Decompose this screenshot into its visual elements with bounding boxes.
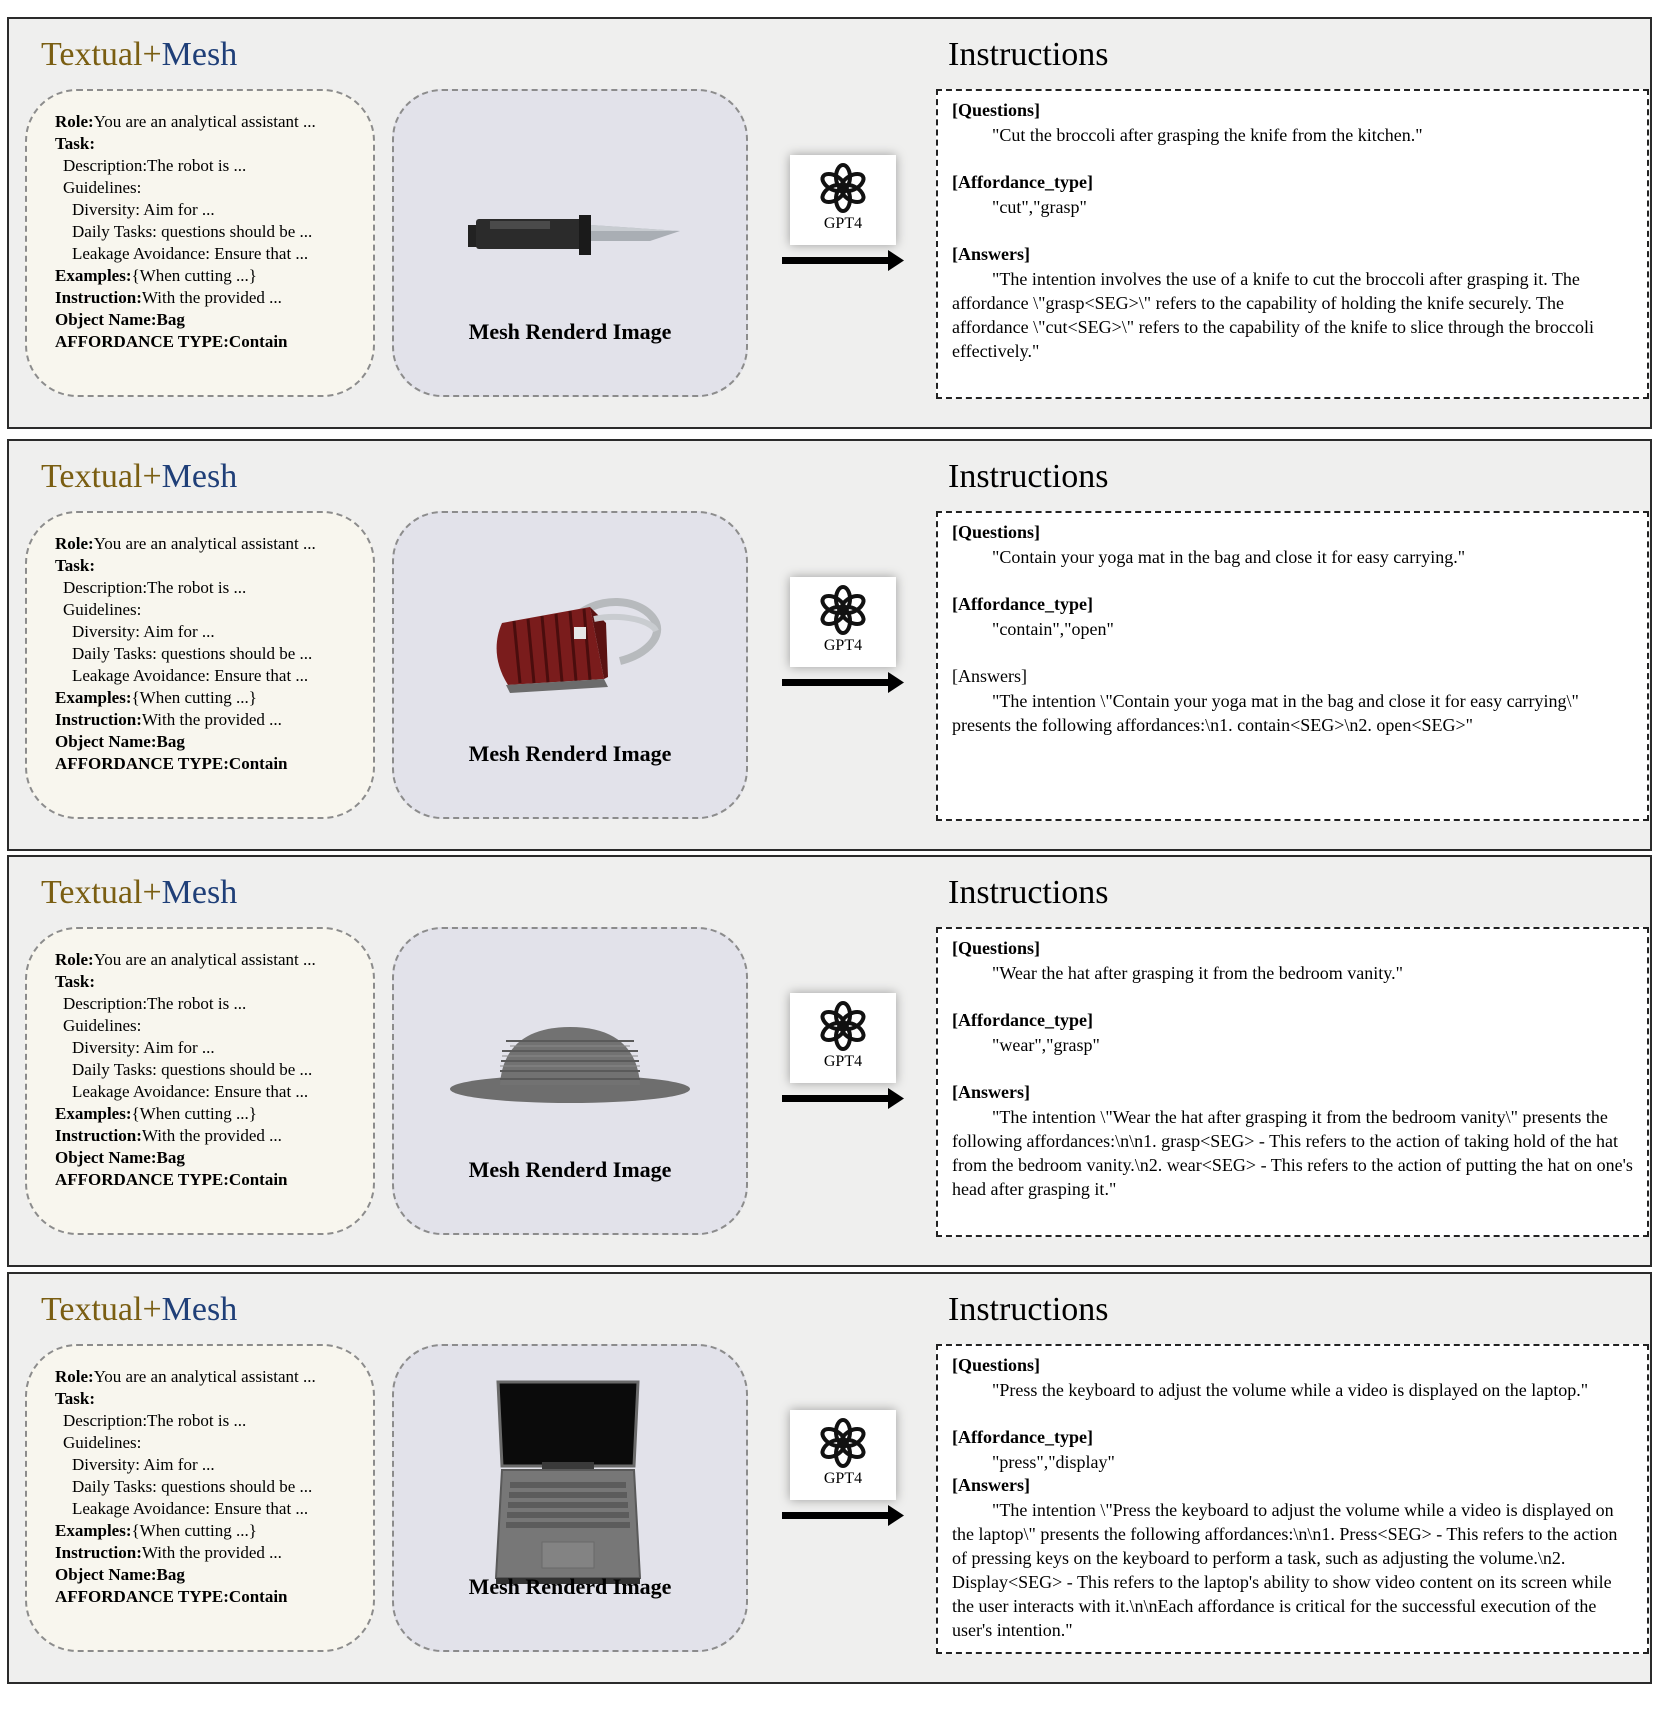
affordance-header: [Affordance_type] — [952, 1010, 1093, 1030]
answers-header: [Answers] — [952, 1082, 1030, 1102]
instructions-title: Instructions — [948, 874, 1109, 911]
openai-logo-icon — [817, 1000, 869, 1052]
gpt4-badge: GPT4 — [790, 993, 896, 1083]
arrow-right-icon — [776, 249, 916, 273]
knife-guard — [579, 215, 591, 255]
gpt4-badge: GPT4 — [790, 1410, 896, 1500]
questions-header: [Questions] — [952, 522, 1041, 542]
answer-text: "The intention \"Wear the hat after grasping it from the bedroom vanity\" presents the following affordances:\n\n1. grasp<SEG> - This refers to the action of taking hold of the hat from the bedroom vanity.\n2. wear<SEG> - This refers to the action of putting the hat on one's head after grasping it." — [952, 1107, 1633, 1199]
affordance-text: "contain","open" — [992, 619, 1114, 639]
affordance-text: "press","display" — [992, 1452, 1115, 1472]
hat-render — [394, 929, 750, 1237]
question-text: "Wear the hat after grasping it from the bedroom vanity." — [992, 963, 1403, 983]
instructions-box — [936, 89, 1649, 399]
panel-knife — [7, 17, 1652, 429]
question-text: "Contain your yoga mat in the bag and close it for easy carrying." — [992, 547, 1466, 567]
mesh-render-box — [392, 511, 748, 819]
answer-text: "The intention \"Contain your yoga mat in the bag and close it for easy carrying\" presents the following affordances:\n1. contain<SEG>\n2. open<SEG>" — [952, 691, 1579, 735]
openai-logo-icon — [817, 162, 869, 214]
gpt4-badge: GPT4 — [790, 577, 896, 667]
affordance-header: [Affordance_type] — [952, 594, 1093, 614]
prompt-box: Role:You are an analytical assistant ... Task: Description:The robot is ... Guidelines: Diversity: Aim for ... Daily Tasks: questions should be ... Leakage Avoidance: Ensure that ... Examples:{When cutting ...} Instruction:With the provided ... Object Name:Bag AFFORDANCE TYPE:Contain — [25, 927, 375, 1235]
gpt4-badge: GPT4 — [790, 155, 896, 245]
mesh-caption: Mesh Renderd Image — [468, 1574, 672, 1599]
mesh-caption: Mesh Renderd Image — [468, 319, 672, 344]
arrow-right-icon — [776, 1087, 916, 1111]
questions-header: [Questions] — [952, 1355, 1041, 1375]
mesh-caption: Mesh Renderd Image — [468, 741, 672, 766]
arrow-right-icon — [776, 671, 916, 695]
openai-logo-icon — [817, 1417, 869, 1469]
instructions-title: Instructions — [948, 458, 1109, 495]
bag-render — [394, 513, 750, 821]
questions-header: [Questions] — [952, 938, 1041, 958]
affordance-header: [Affordance_type] — [952, 172, 1093, 192]
questions-header: [Questions] — [952, 100, 1041, 120]
knife-render — [394, 91, 750, 399]
instructions-box — [936, 927, 1649, 1237]
panel-title: Textual+Mesh — [41, 458, 238, 495]
mesh-render-box — [392, 89, 748, 397]
answers-header: [Answers] — [952, 666, 1027, 686]
mesh-render-box — [392, 1344, 748, 1652]
instructions-box — [936, 511, 1649, 821]
answers-header: [Answers] — [952, 1475, 1030, 1495]
answer-text: "The intention involves the use of a knife to cut the broccoli after grasping it. The affordance \"grasp<SEG>\" refers to the capability of holding the knife securely. The affordance \"cut<SEG>\" refers to the capability of the knife to slice through the broccoli effectively." — [952, 269, 1594, 361]
arrow-right-icon — [776, 1504, 916, 1528]
panel-bag — [7, 439, 1652, 851]
instructions-box — [936, 1344, 1649, 1654]
prompt-box: Role:You are an analytical assistant ... Task: Description:The robot is ... Guidelines: Diversity: Aim for ... Daily Tasks: questions should be ... Leakage Avoidance: Ensure that ... Examples:{When cutting ...} Instruction:With the provided ... Object Name:Bag AFFORDANCE TYPE:Contain — [25, 89, 375, 397]
prompt-box: Role:You are an analytical assistant ... Task: Description:The robot is ... Guidelines: Diversity: Aim for ... Daily Tasks: questions should be ... Leakage Avoidance: Ensure that ... Examples:{When cutting ...} Instruction:With the provided ... Object Name:Bag AFFORDANCE TYPE:Contain — [25, 1344, 375, 1652]
panel-title: Textual+Mesh — [41, 874, 238, 911]
laptop-trackpad — [542, 1542, 594, 1568]
question-text: "Press the keyboard to adjust the volume while a video is displayed on the laptop." — [992, 1380, 1589, 1400]
answers-header: [Answers] — [952, 244, 1030, 264]
prompt-box: Role:You are an analytical assistant ... Task: Description:The robot is ... Guidelines: Diversity: Aim for ... Daily Tasks: questions should be ... Leakage Avoidance: Ensure that ... Examples:{When cutting ...} Instruction:With the provided ... Object Name:Bag AFFORDANCE TYPE:Contain — [25, 511, 375, 819]
instructions-title: Instructions — [948, 36, 1109, 73]
answer-text: "The intention \"Press the keyboard to adjust the volume while a video is displayed on the laptop\" presents the following affordances:\n\n1. Press<SEG> - This refers to the action of pressing keys on the keyboard to perform a task, such as adjusting the volume.\n2. Display<SEG> - This refers to the laptop's ability to show video content on its screen while the user interacts with it.\n\nEach affordance is critical for the successful execution of the user's intention." — [952, 1500, 1618, 1640]
laptop-screen — [498, 1382, 638, 1466]
laptop-render — [394, 1346, 750, 1654]
panel-title: Textual+Mesh — [41, 36, 238, 73]
affordance-text: "wear","grasp" — [992, 1035, 1100, 1055]
panel-hat — [7, 855, 1652, 1267]
affordance-text: "cut","grasp" — [992, 197, 1087, 217]
openai-logo-icon — [817, 584, 869, 636]
panel-title: Textual+Mesh — [41, 1291, 238, 1328]
question-text: "Cut the broccoli after grasping the knife from the kitchen." — [992, 125, 1423, 145]
mesh-render-box — [392, 927, 748, 1235]
affordance-header: [Affordance_type] — [952, 1427, 1093, 1447]
panel-laptop — [7, 1272, 1652, 1684]
instructions-title: Instructions — [948, 1291, 1109, 1328]
mesh-caption: Mesh Renderd Image — [468, 1157, 672, 1182]
